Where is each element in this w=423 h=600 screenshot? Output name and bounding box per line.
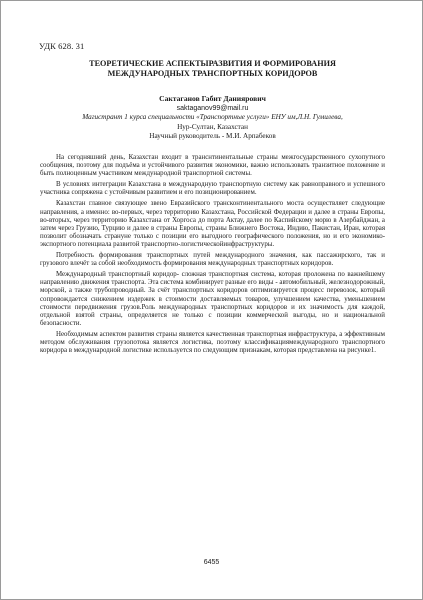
paragraph-5: Международный транспортный коридор- сложная транспортная система, которая проложена по важнейшему направлению движения транспорта. Эта система комбинирует разные его виды - автомобильный, железнодорожный, морской, а также трубопроводный. За счёт транспортных коридоров оптимизируется процесс перевозок, который сопровождается снижением издержек в стоимости доставляемых товаров, улучшением качества, уменьшением стоимости передвижения грузов.Роль международных транспортных коридоров и их значимость для каждой, отдельной взятой страны, определяется не только с позиции коммерческой выгоды, но и национальной безопасности.	[40, 271, 385, 327]
supervisor: Научный руководитель - М.И. Арпабеков	[149, 132, 276, 141]
udc-code: УДК 628. 31	[39, 41, 85, 51]
paragraph-4: Потребность формирования транспортных путей международного значения, как пассажирского, так и грузового влечёт за собой необходимость формирования международных транспортных коридоров.	[40, 252, 385, 268]
article-body	[40, 154, 385, 358]
paragraph-1: На сегодняшний день, Казахстан входит в транснтинентальные страны межгосударственного сухопутного сообщения, поэтому для подъёма и устойчивого развития экономики, важно использовать транзитное положение и быть полноценным участником международной транспортной системы.	[40, 154, 385, 178]
author-affiliation: Магистрант 1 курса специальности «Транспортные услуги» ЕНУ им,Л.Н. Гумилева,	[82, 113, 343, 122]
paragraph-6: Необходимым аспектом развития страны является качественная транспортная инфраструктура, а эффективным методом обслуживания грузопотока является логистика, поэтому классификациямеждународного транспортного коридора в международной логистике используется по следующим признакам, которая представлена на рисунке1.	[40, 330, 385, 355]
paragraph-3: Казахстан главное связующее звено Евразийского трансконтинентального моста осуществляет следующие направления, а именно: во-первых, через территорию Казахстана, Российской Федерации и далее в страны Европы, во-вторых, через территорию Казахстана от Хоргоса до порта Актау, далее по Каспийскому морю в Азербайджан, а затем через Грузию, Турцию и далее в страны Европы, страны Ближнего Востока, Индию, Пакистан, Иран, которая позволит обозначать странуне только с позиции его выгодного географического положения, но и его экономико-экспортного потенциала развитой транспортно-логистическойинфраструктуры.	[40, 200, 385, 248]
author-email: saktaganov99@mail.ru	[176, 104, 249, 112]
author-name: Сактаганов Габит Даниярович	[159, 94, 266, 103]
page-number: 6455	[203, 559, 220, 566]
author-city: Нур-Султан, Казахстан	[177, 122, 248, 131]
paragraph-2: В условиях интеграции Казахстана в международную транспортную систему как равноправного и успешного участника сопряжена с устойчивым развитием и его позиционированием.	[40, 181, 385, 197]
author-block	[40, 94, 385, 142]
article-title	[40, 59, 385, 80]
title-line-2: МЕЖДУНАРОДНЫХ ТРАНСПОРТНЫХ КОРИДОРОВ	[107, 69, 318, 79]
title-line-1: ТЕОРЕТИЧЕСКИЕ АСПЕКТЫРАЗВИТИЯ И ФОРМИРОВАНИЯ	[89, 59, 336, 68]
